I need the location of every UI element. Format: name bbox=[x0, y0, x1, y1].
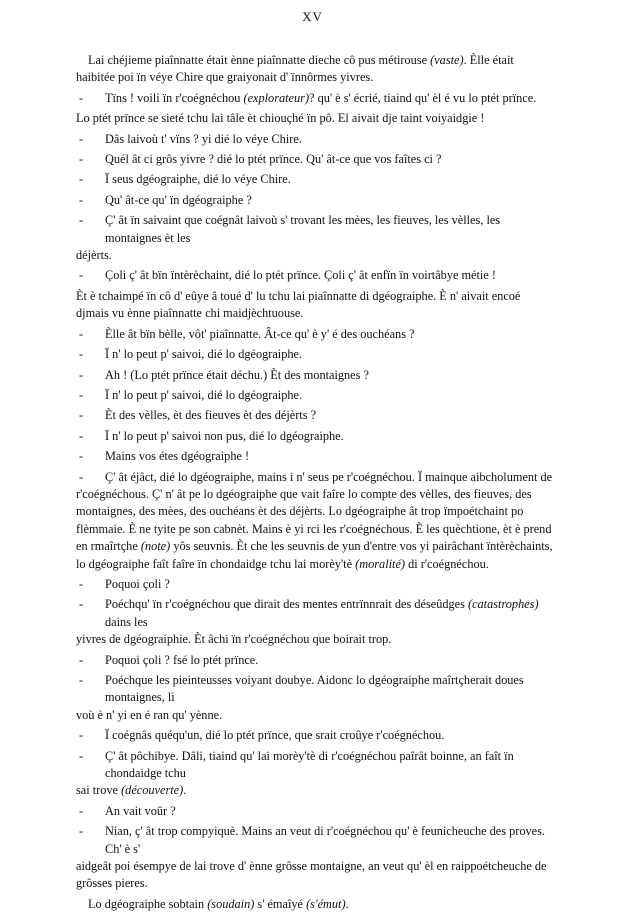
dialogue-line: - Poéchque les pieinteusses voiyant doubye. Aidonc lo dgéograiphe maîrtçherait doues montaignes, li voù è n' yi en é ran qu' yènne. bbox=[76, 673, 524, 722]
dash-marker: - bbox=[79, 652, 84, 667]
dialogue-line: - Ç' ât pôchibye. Dâli, tiaind qu' lai morèy'tè di r'coégnéchou paîrât boinne, an faît ïn chondaidge tchu sai trove (découverte). bbox=[76, 748, 514, 798]
dash-marker: - bbox=[79, 469, 84, 484]
dash-marker: - bbox=[79, 172, 84, 187]
dialogue-line: - Qu' ât-ce qu' ïn dgéograiphe ? bbox=[76, 192, 554, 209]
dash-marker: - bbox=[79, 449, 84, 464]
dialogue-line: - Ï coégnâs quéqu'un, dié lo ptét prïnce, que srait croûye r'coégnéchou. bbox=[76, 727, 554, 744]
dialogue-line: - Poéchqu' ïn r'coégnéchou que dirait des mentes entrïnnrait des déseûdges (catastrophes) dains les yivres de dgéograiphie. Èt âchi ïn r'coégnéchou que boirait trop. bbox=[76, 597, 539, 647]
dash-marker: - bbox=[79, 152, 84, 167]
dialogue-line: - Ah ! (Lo ptét prïnce était déchu.) Èt des montaignes ? bbox=[76, 367, 554, 384]
dash-marker: - bbox=[79, 428, 84, 443]
dialogue-line: - Quél ât ci grôs yivre ? dié lo ptét prïnce. Qu' ât-ce que vos faîtes ci ? bbox=[76, 151, 554, 168]
dialogue-line: - An vait voûr ? bbox=[76, 803, 554, 820]
paragraph: Èt è tchaimpé ïn cô d' eûye â toué d' lu tchu lai piaînnatte di dgéograiphe. È n' aivait encoé djmais vu ènne piaînnatte chi maidjèchtuouse. bbox=[76, 288, 521, 321]
dash-marker: - bbox=[79, 824, 84, 839]
dash-marker: - bbox=[79, 213, 84, 228]
dash-marker: - bbox=[79, 728, 84, 743]
dash-marker: - bbox=[79, 673, 84, 687]
paragraph: Lo dgéograiphe sobtain (soudain) s' émaîyé (s'émut). bbox=[88, 896, 349, 911]
dash-marker: - bbox=[79, 408, 84, 423]
dialogue-line: - Ï n' lo peut p' saivoi, dié lo dgéograiphe. bbox=[76, 346, 554, 363]
dash-marker: - bbox=[79, 268, 84, 283]
dash-marker: - bbox=[79, 748, 84, 763]
dialogue-line: - Dâs laivoù t' vïns ? yi dié lo véye Chire. bbox=[76, 131, 554, 148]
dash-marker: - bbox=[79, 367, 84, 382]
dash-marker: - bbox=[79, 597, 84, 612]
dialogue-line: - Ç' ât éjâct, dié lo dgéograiphe, mains i n' seus pe r'coégnéchou. Ï mainque aibcholument de r'coégnéchous. Ç' n' ât pe lo dgéograiphe que vait faîre lo compte des vèlles, des fieuves, des montaignes, des mèes, des ouchéans èt des déjèrts. Lo dgéograiphe ât trop ïmpoétchaint po flèmmaie. È ne tyite pe son cabnèt. Mains è yi rci les r'coégnéchous. È les quèchtione, èt è prend en rmaîrtçhe (note) yôs seuvnis. Èt che les seuvnis de yun d'entre vos yi pairâchant ïntèrèchaints, lo dgéograiphe faît faîre ïn chondaidge tchu lai morèy'tè (moralité) di r'coégnéchou. bbox=[76, 469, 553, 571]
dialogue-line: - Ï n' lo peut p' saivoi, dié lo dgéograiphe. bbox=[76, 387, 554, 404]
dialogue-line: - Mains vos étes dgéograiphe ! bbox=[76, 448, 554, 465]
dialogue-line: - Nian, ç' ât trop compyiquè. Mains an veut di r'coégnéchou qu' è feunicheuche des proves. Ch' è s' aidgeât poi ésempye de lai trove d' ènne grôsse montaigne, an veut qu' èl en raippoétcheuche de grôsses pieres. bbox=[76, 824, 547, 891]
page-number: XV bbox=[302, 9, 323, 24]
dash-marker: - bbox=[79, 326, 84, 341]
dialogue-line: - Èlle ât bïn bèlle, vôt' piaînnatte. Ât-ce qu' è y' é des ouchéans ? bbox=[76, 326, 554, 343]
dialogue-line: - Poquoi çoli ? fsé lo ptét prïnce. bbox=[76, 652, 554, 669]
dialogue-line: - Èt des vèlles, èt des fieuves èt des déjèrts ? bbox=[76, 407, 554, 424]
dash-marker: - bbox=[79, 131, 84, 146]
dialogue-line: - Çoli ç' ât bïn ïntèrèchaint, dié lo ptét prïnce. Çoli ç' ât enfïn ïn voirtâbye métie ! bbox=[76, 267, 554, 284]
dash-marker: - bbox=[79, 90, 84, 105]
dash-marker: - bbox=[79, 192, 84, 207]
dialogue-line: - Ï seus dgéograiphe, dié lo véye Chire. bbox=[76, 171, 554, 188]
dialogue-line: - Ç' ât ïn saivaint que coégnât laivoù s' trovant les mèes, les fieuves, les vèlles, les montaignes èt les déjèrts. bbox=[76, 213, 501, 263]
paragraph: Lai chéjieme piaînnatte était ènne piaînnatte dieche cô pus métirouse (vaste). Èlle était haibitée poi ïn véye Chire que graiyonait d' ïnnôrmes yivres. bbox=[76, 53, 514, 85]
dialogue-line: - Tïns ! voili ïn r'coégnéchou (explorateur)? qu' è s' écrié, tiaind qu' èl é vu lo ptét prïnce. bbox=[76, 90, 554, 107]
dash-marker: - bbox=[79, 576, 84, 591]
dash-marker: - bbox=[79, 347, 84, 362]
dash-marker: - bbox=[79, 387, 84, 402]
dialogue-line: - Poquoi çoli ? bbox=[76, 576, 554, 593]
dash-marker: - bbox=[79, 803, 84, 818]
dialogue-line: - Ï n' lo peut p' saivoi non pus, dié lo dgéograiphe. bbox=[76, 428, 554, 445]
chapter-text bbox=[76, 52, 554, 913]
paragraph: Lo ptét prïnce se sieté tchu lai tâle èt chiouçhé ïn pô. El aivait dje taint voiyaidgie ! bbox=[76, 111, 485, 126]
